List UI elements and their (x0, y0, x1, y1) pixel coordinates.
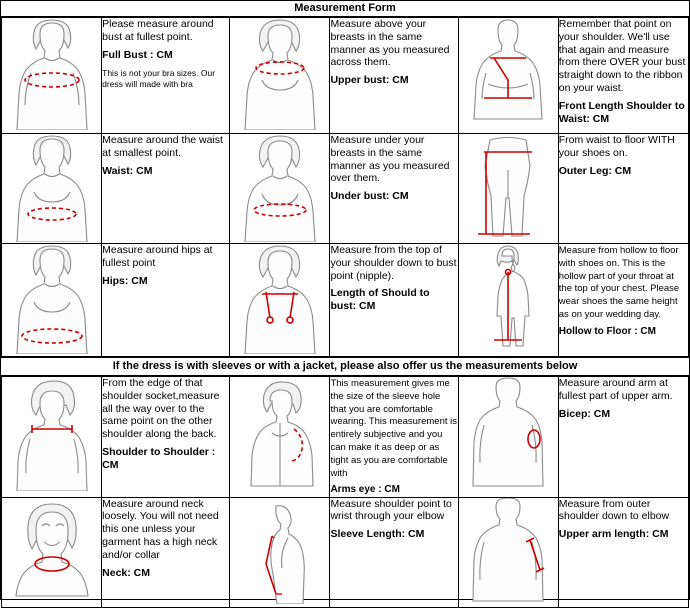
figure-neck (2, 497, 102, 607)
instruction-text: From the edge of that shoulder socket,measure all the way over to the same point on the other shoulder along the back. (102, 377, 220, 441)
cell-sleeve-length-text (330, 497, 458, 607)
label-shoulder-to-bust: Length of Should to bust: CM (330, 287, 430, 313)
instruction-text: Measure from outer shoulder down to elbow (558, 497, 670, 523)
instruction-text: Measure around neck loosely. You will not need this one unless your garment has a high neck and/or collar (102, 497, 219, 561)
label-bicep: Bicep: CM (558, 407, 611, 420)
page-title: Measurement Form (1, 1, 689, 17)
section-banner: If the dress is with sleeves or with a jacket, please also offer us the measurements below (1, 357, 689, 376)
cell-under-bust-text (330, 134, 458, 244)
instruction-text: This measurement gives me the size of the sleeve hole that you are comfortable wearing. This measurement is entirely subjective and you can make it as deep or as tight as you are comfortable with (330, 378, 457, 479)
label-hollow-to-floor: Hollow to Floor : CM (558, 325, 656, 337)
figure-sleeve-length (230, 497, 330, 607)
figure-arms-eye (230, 377, 330, 498)
figure-under-bust (230, 134, 330, 244)
instruction-text: Measure under your breasts in the same manner as you measured over them. (330, 134, 450, 185)
cell-arms-eye-text (330, 377, 458, 498)
label-shoulder-to-shoulder: Shoulder to Shoulder : CM (102, 445, 216, 471)
cell-full-bust-text (102, 18, 230, 134)
instruction-text: Measure around arm at fullest part of upper arm. (558, 377, 673, 402)
figure-waist (2, 134, 102, 244)
instruction-text: Measure around the waist at smallest point. (102, 134, 223, 159)
instruction-text: Measure around hips at fullest point (102, 244, 213, 269)
instruction-text: Remember that point on your shoulder. We'll use that again and measure from there OVER your bust straight down to the ribbon on your waist. (558, 18, 686, 94)
label-outer-leg: Outer Leg: CM (558, 164, 632, 177)
label-full-bust: Full Bust : CM (102, 48, 173, 61)
figure-upper-arm-length (458, 497, 558, 607)
figure-full-bust (2, 18, 102, 134)
cell-upper-bust-text (330, 18, 458, 134)
instruction-text: Measure above your breasts in the same manner as you measured across them. (330, 18, 450, 69)
figure-bicep (458, 377, 558, 498)
figure-upper-bust (230, 18, 330, 134)
figure-hollow-to-floor (458, 244, 558, 357)
cell-hollow-to-floor-text (558, 244, 688, 357)
instruction-text: Measure from hollow to floor with shoes on. This is the hollow part of your throat at the top of your chest. Please wear shoes the same height as on your wedding day. (558, 245, 680, 320)
figure-front-length (458, 18, 558, 134)
cell-outer-leg-text (558, 134, 688, 244)
instruction-text: From waist to floor WITH your shoes on. (558, 134, 675, 159)
instruction-text: Measure shoulder point to wrist through your elbow (330, 497, 452, 523)
label-neck: Neck: CM (102, 566, 150, 579)
figure-shoulder-to-shoulder (2, 377, 102, 498)
figure-shoulder-to-bust (230, 244, 330, 357)
table-row (2, 377, 689, 498)
label-arms-eye: Arms eye : CM (330, 484, 400, 496)
label-waist: Waist: CM (102, 164, 153, 177)
instruction-text: Measure from the top of your shoulder down to bust point (nipple). (330, 244, 457, 282)
cell-shoulder-to-shoulder-text (102, 377, 230, 498)
label-hips: Hips: CM (102, 274, 148, 287)
instruction-text: Please measure around bust at fullest point. (102, 18, 214, 43)
label-sleeve-length: Sleeve Length: CM (330, 528, 425, 541)
label-upper-arm-length: Upper arm length: CM (558, 528, 669, 541)
measurements-table-main (1, 17, 689, 357)
measurements-table-sleeves (1, 376, 689, 608)
cell-hips-text (102, 244, 230, 357)
cell-shoulder-to-bust-text (330, 244, 458, 357)
table-row (2, 497, 689, 607)
cell-front-length-text (558, 18, 688, 134)
table-row (2, 134, 689, 244)
cell-upper-arm-length-text (558, 497, 688, 607)
label-front-length: Front Length Shoulder to Waist: CM (558, 99, 685, 125)
cell-waist-text (102, 134, 230, 244)
cell-neck-text (102, 497, 230, 607)
label-upper-bust: Upper bust: CM (330, 74, 409, 87)
table-row (2, 244, 689, 357)
cell-bicep-text (558, 377, 688, 498)
table-row (2, 18, 689, 134)
note-full-bust: This is not your bra sizes. Our dress will made with bra (102, 68, 216, 89)
label-under-bust: Under bust: CM (330, 190, 409, 203)
figure-outer-leg (458, 134, 558, 244)
figure-hips (2, 244, 102, 357)
